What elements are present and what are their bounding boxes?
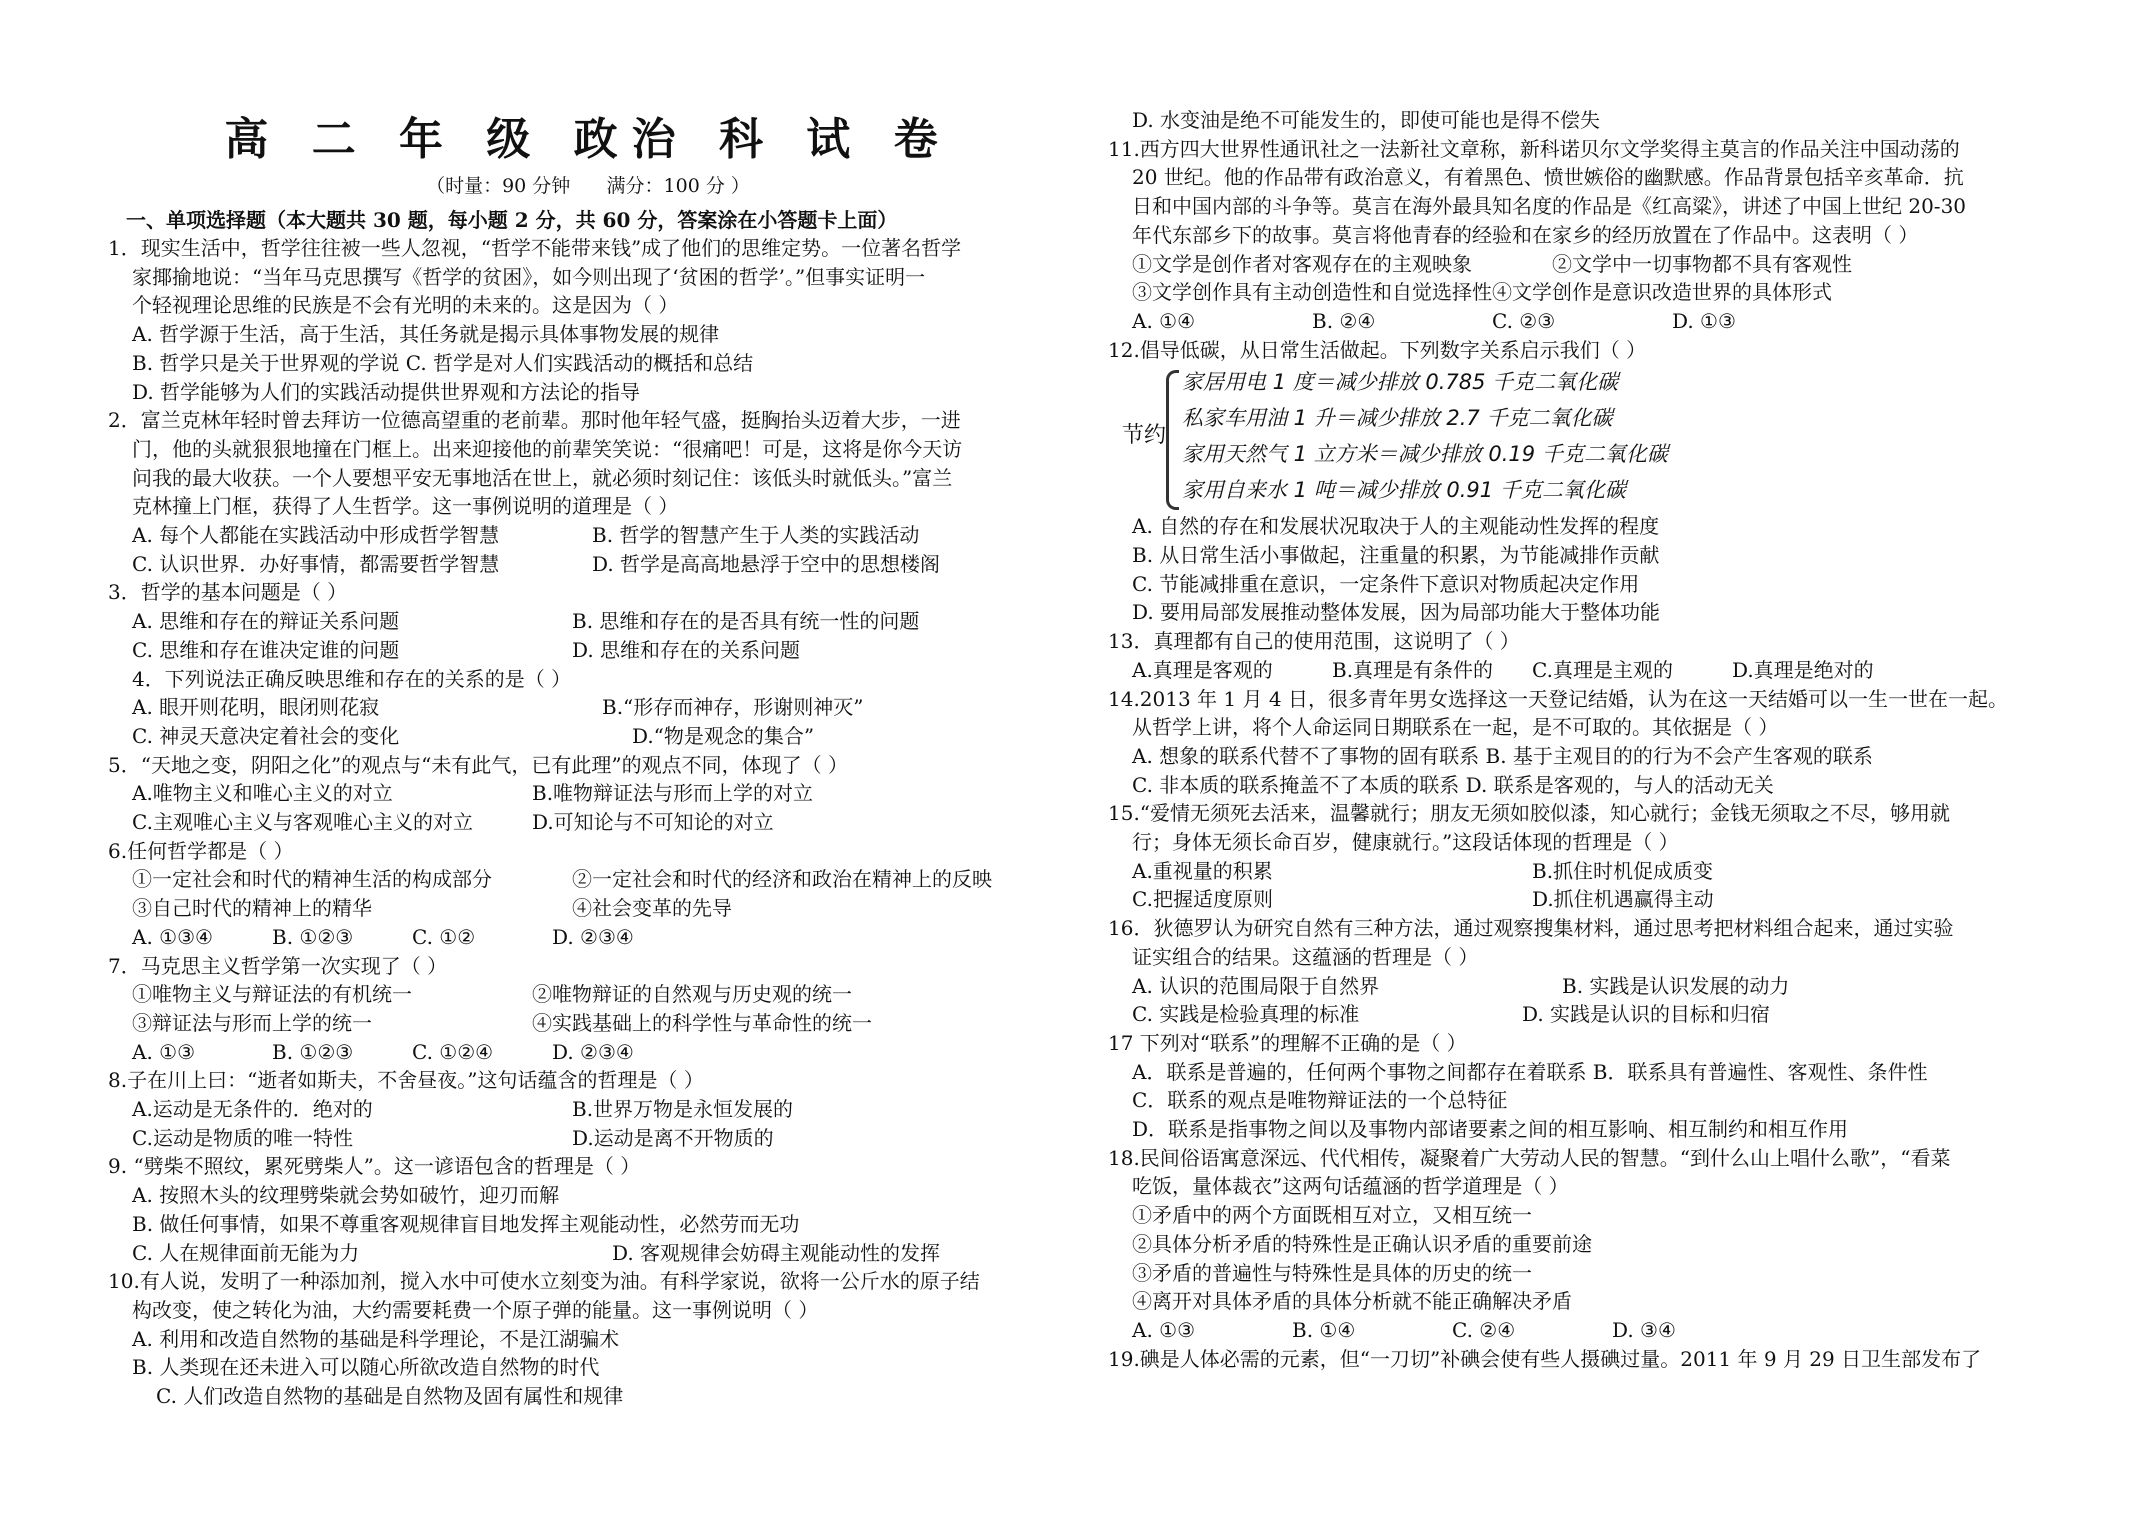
option-text: A.运动是无条件的．绝对的 — [132, 1097, 373, 1121]
option-text: C. ①② — [412, 924, 476, 949]
option-text: C. 实践是检验真理的标准 — [1132, 1002, 1360, 1027]
question-line — [1132, 1000, 1770, 1028]
option-text: B. ①②③ — [272, 1039, 354, 1064]
question-line: A．联系是普遍的，任何两个事物之间都存在着联系 B．联系具有普遍性、客观性、条件性 — [1132, 1059, 1928, 1084]
question-line: 12.倡导低碳，从日常生活做起。下列数字关系启示我们（ ） — [1108, 337, 1647, 362]
question-line: 个轻视理论思维的民族是不会有光明的未来的。这是因为（ ） — [132, 293, 679, 318]
option-text: C.真理是主观的 — [1532, 657, 1673, 682]
question-line: B. 哲学只是关于世界观的学说 C. 哲学是对人们实践活动的概括和总结 — [132, 350, 754, 375]
question-line — [132, 722, 814, 750]
option-text: B. ①④ — [1292, 1317, 1356, 1342]
option-text: ①唯物主义与辩证法的有机统一 — [132, 982, 412, 1007]
option-text: C.把握适度原则 — [1132, 887, 1273, 912]
option-text: A. 自然的存在和发展状况取决于人的主观能动性发挥的程度 — [1132, 514, 1660, 539]
question-line — [1132, 1316, 1676, 1344]
question-line — [132, 923, 634, 951]
option-text: C.运动是物质的唯一特性 — [132, 1125, 353, 1150]
question-line: 14.2013 年 1 月 4 日，很多青年男女选择这一天登记结婚，认为在这一天结婚可以一生一世在一起。 — [1108, 686, 2008, 711]
carbon-row: 家用自来水 1 吨＝减少排放 0.91 千克二氧化碳 — [1182, 478, 1626, 503]
question-line: ③矛盾的普遍性与特殊性是具体的历史的统一 — [1132, 1260, 1532, 1285]
option-text: ②唯物辩证的自然观与历史观的统一 — [532, 982, 852, 1007]
question-line — [132, 779, 813, 807]
question-line: ③文学创作具有主动创造性和自觉选择性④文学创作是意识改造世界的具体形式 — [1132, 280, 1832, 305]
question-line: 5．“天地之变，阴阳之化”的观点与“未有此气，已有此理”的观点不同，体现了（ ） — [108, 752, 848, 777]
option-text: ④社会变革的先导 — [572, 896, 732, 921]
option-text: D. 客观规律会妨碍主观能动性的发挥 — [612, 1240, 941, 1265]
question-line — [1132, 250, 1852, 278]
option-text: C. ①②④ — [412, 1039, 494, 1064]
option-text: A.唯物主义和唯心主义的对立 — [132, 781, 393, 806]
question-line — [132, 808, 774, 836]
question-line: D．联系是指事物之间以及事物内部诸要素之间的相互影响、相互制约和相互作用 — [1132, 1117, 1849, 1141]
question-line: A. 利用和改造自然物的基础是科学理论，不是江湖骗术 — [132, 1326, 620, 1351]
question-line: 构改变，使之转化为油，大约需要耗费一个原子弹的能量。这一事例说明（ ） — [132, 1297, 819, 1322]
question-line: 13．真理都有自己的使用范围，这说明了（ ） — [1108, 629, 1520, 654]
option-text: C. ②③ — [1492, 308, 1556, 333]
question-line: 日和中国内部的斗争等。莫言在海外最具知名度的作品是《红高粱》，讲述了中国上世纪 20-30 — [1132, 194, 1967, 219]
question-line: 17 下列对“联系”的理解不正确的是（ ） — [1108, 1030, 1467, 1055]
question-line: ④离开对具体矛盾的具体分析就不能正确解决矛盾 — [1132, 1289, 1572, 1314]
option-text: B. 实践是认识发展的动力 — [1562, 973, 1790, 998]
question-line: 4．下列说法正确反映思维和存在的关系的是（ ） — [132, 666, 572, 691]
option-text: C. ②④ — [1452, 1317, 1516, 1342]
option-text: ①文学是创作者对客观存在的主观映象 — [1132, 251, 1472, 276]
section-heading: 一、单项选择题（本大题共 30 题，每小题 2 分，共 60 分，答案涂在小答题卡上面） — [126, 208, 898, 232]
left-column — [108, 0, 1068, 1518]
question-line: 年代东部乡下的故事。莫言将他青春的经验和在家乡的经历放置在了作品中。这表明（ ） — [1132, 222, 1919, 247]
question-line: 行；身体无须长命百岁，健康就行。”这段话体现的哲理是（ ） — [1132, 830, 1679, 854]
option-text: C. 思维和存在谁决定谁的问题 — [132, 637, 400, 662]
question-line — [132, 521, 919, 549]
option-text: D.运动是离不开物质的 — [572, 1125, 774, 1150]
option-text: A. 思维和存在的辩证关系问题 — [132, 609, 400, 634]
option-text: A. 眼开则花明，眼闭则花寂 — [132, 695, 380, 720]
question-line — [132, 1038, 634, 1066]
option-text: A. ①③ — [1132, 1317, 1196, 1342]
carbon-row: 私家车用油 1 升＝减少排放 2.7 千克二氧化碳 — [1182, 406, 1613, 431]
option-text: A.重视量的积累 — [1132, 858, 1273, 883]
option-text: A. ①③ — [132, 1039, 196, 1064]
option-text: ③自己时代的精神上的精华 — [132, 896, 372, 921]
question-line: B. 人类现在还未进入可以随心所欲改造自然物的时代 — [132, 1355, 600, 1380]
option-text: ③辩证法与形而上学的统一 — [132, 1010, 372, 1035]
question-line: 问我的最大收获。一个人要想平安无事地活在世上，就必须时刻记住：该低头时就低头。”富兰 — [132, 465, 953, 490]
question-line — [132, 1124, 774, 1152]
question-line — [1132, 656, 1874, 684]
question-line — [132, 550, 940, 578]
option-text: B.抓住时机促成质变 — [1532, 858, 1714, 883]
question-line: C．联系的观点是唯物辩证法的一个总特征 — [1132, 1088, 1508, 1113]
question-line: 19.碘是人体必需的元素，但“一刀切”补碘会使有些人摄碘过量。2011 年 9 月 29 日卫生部发布了 — [1108, 1346, 1982, 1371]
question-line: C. 节能减排重在意识，一定条件下意识对物质起决定作用 — [1132, 571, 1640, 596]
option-text: C. 神灵天意决定着社会的变化 — [132, 723, 400, 748]
question-line: B. 从日常生活小事做起，注重量的积累，为节能减排作贡献 — [1132, 543, 1660, 567]
question-line: A. 哲学源于生活，高于生活，其任务就是揭示具体事物发展的规律 — [132, 322, 720, 347]
question-line: 3．哲学的基本问题是（ ） — [108, 580, 348, 605]
question-line: D. 要用局部发展推动整体发展，因为局部功能大于整体功能 — [1132, 600, 1661, 625]
option-text: B. ②④ — [1312, 308, 1376, 333]
question-line — [132, 1009, 872, 1037]
option-text: D.真理是绝对的 — [1732, 657, 1874, 682]
option-text: B.真理是有条件的 — [1332, 657, 1494, 682]
question-line — [132, 1239, 940, 1267]
option-text: D.“物是观念的集合” — [632, 723, 815, 748]
question-line: D. 哲学能够为人们的实践活动提供世界观和方法论的指导 — [132, 379, 641, 404]
question-line: ①矛盾中的两个方面既相互对立，又相互统一 — [1132, 1203, 1532, 1228]
carbon-figure-label: 节约 — [1122, 423, 1167, 449]
question-line: 家揶揄地说：“当年马克思撰写《哲学的贫困》，如今则出现了‘贫困的哲学’。”但事实证明一 — [132, 264, 926, 289]
option-text: B. ①②③ — [272, 924, 354, 949]
question-line: 从哲学上讲，将个人命运同日期联系在一起，是不可取的。其依据是（ ） — [1132, 715, 1779, 740]
exam-title: 高 二 年 级 政治 科 试 卷 — [224, 114, 952, 165]
question-line: 11.西方四大世界性通讯社之一法新社文章称，新科诺贝尔文学奖得主莫言的作品关注中国动荡的 — [1108, 136, 1960, 161]
option-text: D. ②③④ — [552, 924, 634, 949]
question-line: 1．现实生活中，哲学往往被一些人忽视，“哲学不能带来钱”成了他们的思维定势。一位著名哲学 — [108, 236, 962, 260]
option-text: A. 每个人都能在实践活动中形成哲学智慧 — [132, 523, 500, 547]
option-text: D. 哲学是高高地悬浮于空中的思想楼阁 — [592, 551, 941, 576]
option-text: B.“形存而神存，形谢则神灭” — [602, 695, 864, 720]
question-line: 门，他的头就狠狠地撞在门框上。出来迎接他的前辈笑笑说：“很痛吧！可是，这将是你今天访 — [132, 436, 963, 461]
option-text: D.可知论与不可知论的对立 — [532, 810, 774, 834]
exam-info: （时量：90 分钟 满分：100 分 ） — [426, 175, 750, 197]
question-line: C. 非本质的联系掩盖不了本质的联系 D. 联系是客观的，与人的活动无关 — [1132, 772, 1774, 797]
option-text: D. 实践是认识的目标和归宿 — [1522, 1002, 1771, 1027]
carbon-figure — [1122, 366, 1668, 508]
option-text: A. ①④ — [1132, 308, 1196, 333]
question-line: 7．马克思主义哲学第一次实现了（ ） — [108, 953, 448, 978]
question-line — [1132, 307, 1736, 335]
option-text: ④实践基础上的科学性与革命性的统一 — [532, 1010, 872, 1035]
option-text: D. ①③ — [1672, 308, 1736, 333]
question-line — [132, 1095, 793, 1123]
question-line — [1132, 857, 1713, 885]
question-line: 克林撞上门框，获得了人生哲学。这一事例说明的道理是（ ） — [132, 494, 679, 519]
option-text: A. ①③④ — [132, 924, 213, 949]
option-text: B.唯物辩证法与形而上学的对立 — [532, 781, 814, 806]
question-line: 2．富兰克林年轻时曾去拜访一位德高望重的老前辈。那时他年轻气盛，挺胸抬头迈着大步，一进 — [108, 408, 961, 433]
option-text: ②文学中一切事物都不具有客观性 — [1552, 251, 1852, 276]
question-line — [132, 980, 852, 1008]
option-text: B. 哲学的智慧产生于人类的实践活动 — [592, 523, 920, 547]
question-line — [132, 636, 800, 664]
brace-shape — [1166, 370, 1179, 510]
question-line: ②具体分析矛盾的特殊性是正确认识矛盾的重要前途 — [1132, 1231, 1592, 1256]
question-line: 10.有人说，发明了一种添加剂，搅入水中可使水立刻变为油。有科学家说，欲将一公斤水的原子结 — [108, 1269, 980, 1294]
option-text: A. 认识的范围局限于自然界 — [1132, 973, 1380, 998]
option-text: D. ②③④ — [552, 1039, 634, 1064]
carbon-row: 家居用电 1 度＝减少排放 0.785 千克二氧化碳 — [1182, 370, 1619, 395]
question-line: 6.任何哲学都是（ ） — [108, 838, 294, 863]
question-line — [132, 865, 992, 893]
question-line: 18.民间俗语寓意深远、代代相传，凝聚着广大劳动人民的智慧。“到什么山上唱什么歌”，“看菜 — [1108, 1145, 1951, 1170]
carbon-row: 家用天然气 1 立方米＝减少排放 0.19 千克二氧化碳 — [1182, 442, 1668, 467]
option-text: C. 人在规律面前无能为力 — [132, 1240, 360, 1265]
option-text: D. ③④ — [1612, 1317, 1676, 1342]
option-text: ②一定社会和时代的经济和政治在精神上的反映 — [572, 867, 992, 892]
right-column — [1108, 0, 2108, 1518]
question-line: B. 做任何事情，如果不尊重客观规律盲目地发挥主观能动性，必然劳而无功 — [132, 1211, 800, 1236]
question-line: 15.“爱情无须死去活来，温馨就行；朋友无须如胶似漆，知心就行；金钱无须取之不尽，够用就 — [1108, 801, 1951, 826]
option-text: A.真理是客观的 — [1132, 657, 1273, 682]
question-line: 吃饭，量体裁衣”这两句话蕴涵的哲学道理是（ ） — [1132, 1174, 1569, 1199]
question-line: C. 人们改造自然物的基础是自然物及固有属性和规律 — [156, 1384, 624, 1408]
option-text: ①一定社会和时代的精神生活的构成部分 — [132, 867, 492, 892]
option-text: C. 认识世界．办好事情，都需要哲学智慧 — [132, 551, 500, 576]
option-text: D.抓住机遇赢得主动 — [1532, 887, 1714, 912]
question-line: 20 世纪。他的作品带有政治意义，有着黑色、愤世嫉俗的幽默感。作品背景包括辛亥革命．抗 — [1132, 165, 1964, 190]
question-line — [132, 693, 864, 721]
question-line: 证实组合的结果。这蕴涵的哲理是（ ） — [1132, 944, 1479, 969]
question-line — [1132, 512, 1659, 540]
question-line — [1132, 972, 1789, 1000]
question-line — [132, 894, 732, 922]
question-line — [132, 607, 919, 635]
option-text: B. 思维和存在的是否具有统一性的问题 — [572, 609, 920, 634]
option-text: C.主观唯心主义与客观唯心主义的对立 — [132, 810, 473, 834]
option-text: D. 思维和存在的关系问题 — [572, 637, 801, 662]
question-line: 8.子在川上曰：“逝者如斯夫，不舍昼夜。”这句话蕴含的哲理是（ ） — [108, 1068, 704, 1093]
option-text: B.世界万物是永恒发展的 — [572, 1097, 794, 1121]
question-line — [1132, 885, 1714, 913]
question-line: 9. “劈柴不照纹，累死劈柴人”。这一谚语包含的哲理是（ ） — [108, 1154, 641, 1179]
question-line: D. 水变油是绝不可能发生的，即使可能也是得不偿失 — [1132, 108, 1601, 132]
question-line: A. 按照木头的纹理劈柴就会势如破竹，迎刃而解 — [132, 1183, 560, 1208]
question-line: A. 想象的联系代替不了事物的固有联系 B. 基于主观目的的行为不会产生客观的联系 — [1132, 743, 1873, 768]
question-line: 16．狄德罗认为研究自然有三种方法，通过观察搜集材料，通过思考把材料组合起来，通过实验 — [1108, 916, 1954, 941]
